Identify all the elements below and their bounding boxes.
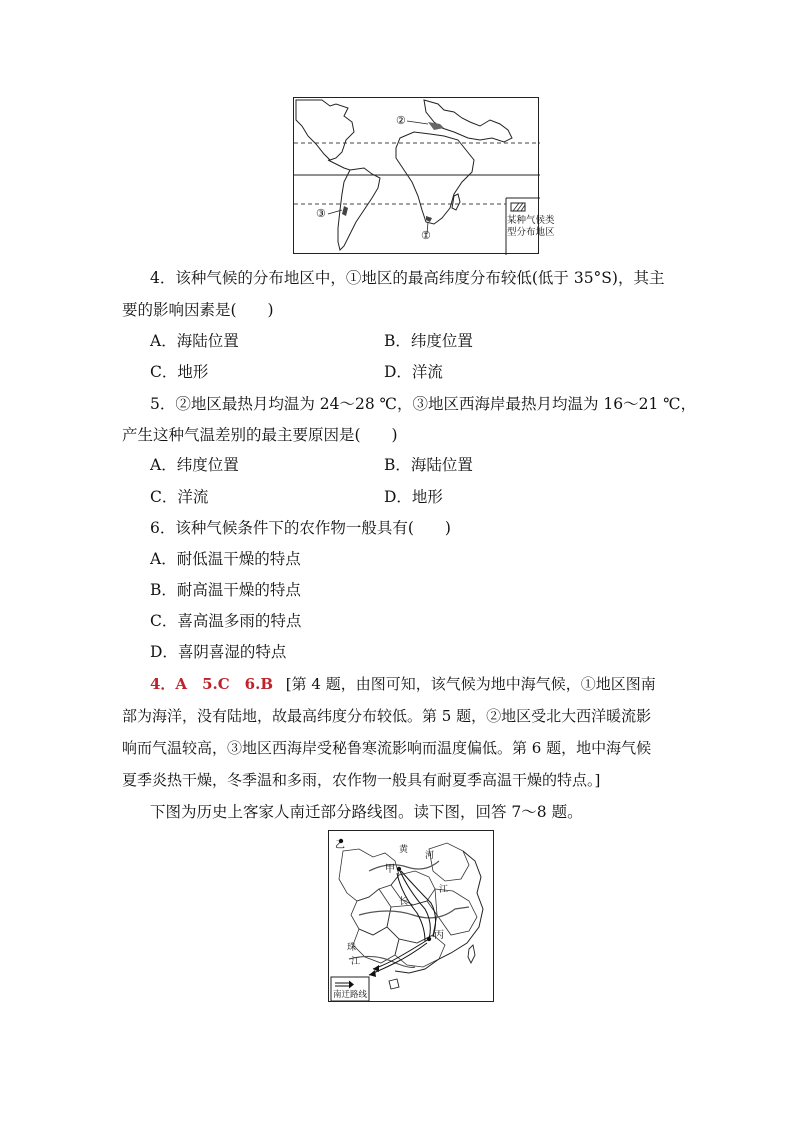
q4-stem-line1: 4．该种气候的分布地区中，①地区的最高纬度分布较低(低于 35°S)，其主: [150, 269, 665, 287]
q5-option-c: C．洋流: [150, 488, 209, 506]
legend-route-label: 南迁路线: [333, 990, 368, 1000]
q5-stem-line2: 产生这种气温差别的最主要原因是( ): [122, 426, 398, 444]
label-jia: 甲: [385, 864, 395, 875]
label-zhu: 珠: [347, 943, 357, 953]
q4-option-a: A．海陆位置: [150, 332, 239, 350]
label-chang: 长: [399, 897, 409, 907]
label-jiang-yangtze: 江: [439, 885, 449, 895]
label-he: 河: [425, 851, 435, 861]
q4-option-d: D．洋流: [384, 363, 443, 381]
intro-text: 下图为历史上客家人南迁部分路线图。读下图，回答 7～8 题。: [150, 803, 583, 821]
marker-3: ③: [316, 207, 326, 220]
migration-map-outline: [329, 831, 495, 1003]
q5-option-a: A．纬度位置: [150, 456, 239, 474]
answer-line3: 响而气温较高，③地区西海岸受秘鲁寒流影响而温度偏低。第 6 题，地中海气候: [122, 739, 652, 757]
q4-option-b: B．纬度位置: [384, 332, 473, 350]
label-bing: 丙: [434, 930, 444, 941]
q5-option-b: B．海陆位置: [384, 456, 473, 474]
marker-1: ①: [421, 229, 431, 242]
q6-option-c: C．喜高温多雨的特点: [150, 612, 302, 630]
answer-line1: [150, 674, 656, 694]
q5-option-d: D．地形: [384, 488, 443, 506]
q6-option-d: D．喜阴喜湿的特点: [150, 643, 287, 661]
label-jiang-pearl: 江: [351, 957, 361, 967]
answer-line4: 夏季炎热干燥，冬季温和多雨，农作物一般具有耐夏季高温干燥的特点。]: [122, 771, 601, 789]
q4-stem-line2: 要的影响因素是( ): [122, 301, 274, 319]
climate-map: [293, 97, 555, 254]
legend-label-line2: 型分布地区: [507, 227, 555, 238]
q6-option-b: B．耐高温干燥的特点: [150, 581, 301, 599]
legend-label-line1: 某种气候类: [507, 215, 555, 226]
label-yi: 乙: [335, 840, 345, 851]
answer-text-line1: [第 4 题，由图可知，该气候为地中海气候，①地区图南: [285, 675, 656, 693]
q6-stem: 6．该种气候条件下的农作物一般具有( ): [150, 519, 451, 537]
label-huang: 黄: [399, 845, 409, 855]
q5-stem-line1: 5．②地区最热月均温为 24～28 ℃，③地区西海岸最热月均温为 16～21 ℃，: [150, 395, 697, 413]
marker-2: ②: [396, 114, 406, 127]
map-outline: [294, 98, 540, 255]
answer-keys: 4．A 5.C 6.B: [150, 675, 274, 693]
q6-option-a: A．耐低温干燥的特点: [150, 550, 301, 568]
q4-option-c: C．地形: [150, 363, 209, 381]
answer-line2: 部为海洋，没有陆地，故最高纬度分布较低。第 5 题，②地区受北大西洋暖流影: [122, 707, 652, 725]
migration-map: [328, 830, 494, 1002]
